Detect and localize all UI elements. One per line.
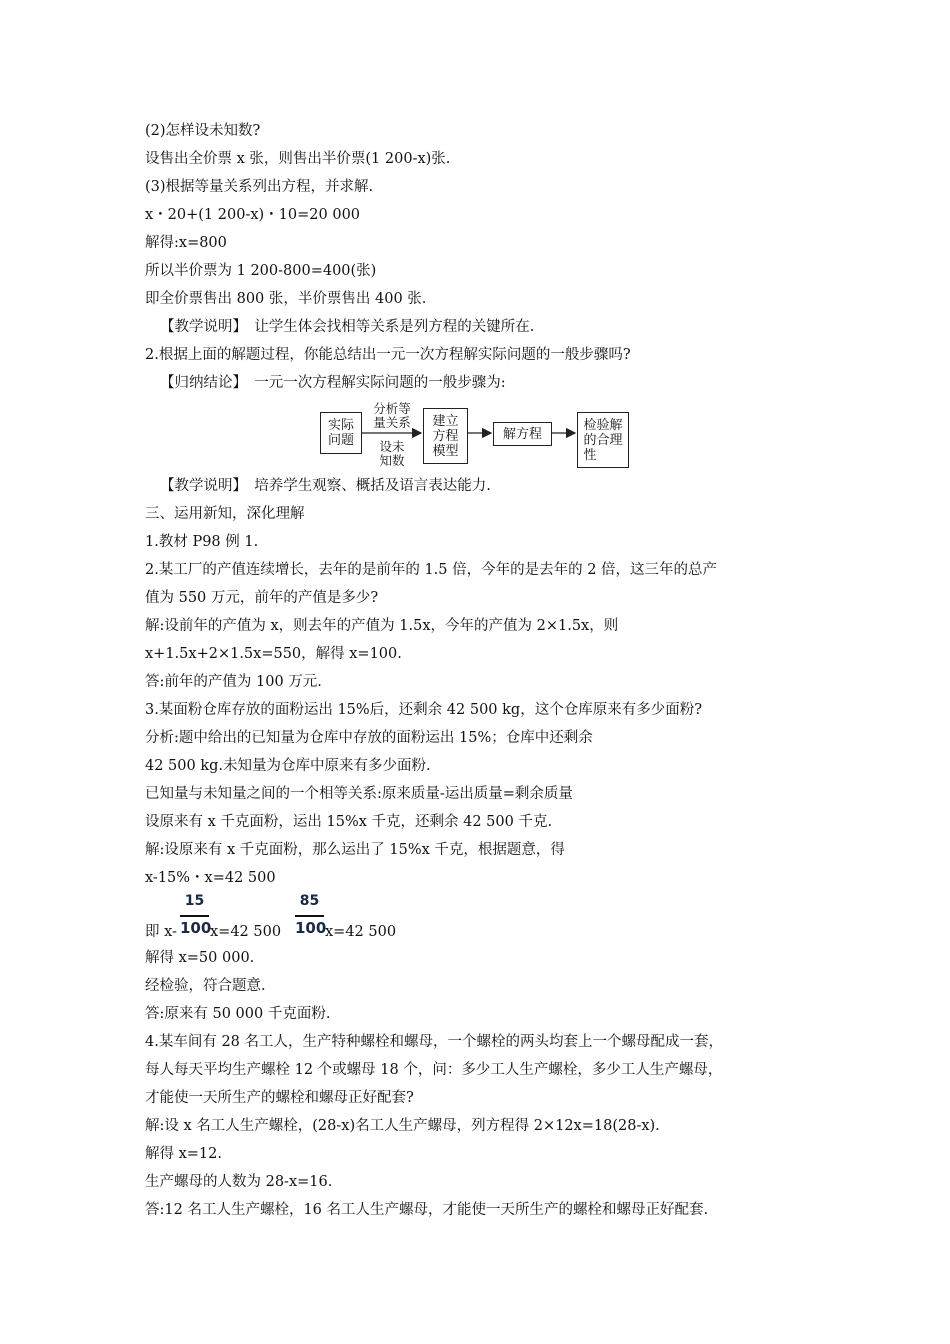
equation-line: x-15%・x=42 500 (145, 870, 276, 886)
answer-line: 答:12 名工人生产螺栓，16 名工人生产螺母，才能使一天所生产的螺栓和螺母正好配套. (145, 1202, 709, 1218)
question-line: 4.某车间有 28 名工人，生产特种螺栓和螺母，一个螺栓的两头均套上一个螺母配成一套， (145, 1034, 723, 1050)
text-line: (2)怎样设未知数? (145, 123, 261, 139)
answer-line: 答:前年的产值为 100 万元. (145, 674, 322, 690)
question-line: 2.某工厂的产值连续增长，去年的是前年的 1.5 倍，今年的是去年的 2 倍，这三年的总产 (145, 562, 718, 578)
solution-line: x+1.5x+2×1.5x=550，解得 x=100. (145, 646, 402, 662)
box-build-model: 建立 方程 模型 (423, 408, 468, 464)
fraction-suffix: x=42 500 (325, 924, 397, 940)
text-line: 1.教材 P98 例 1. (145, 534, 259, 550)
label-set-unknown: 设未 知数 (379, 439, 405, 468)
solution-line: 解得 x=12. (145, 1146, 222, 1162)
steps-flowchart (318, 402, 636, 476)
fraction-85-100: 85 100 (295, 893, 327, 937)
answer-line: 答:原来有 50 000 千克面粉. (145, 1006, 331, 1022)
equation-line: x・20+(1 200-x)・10=20 000 (145, 207, 361, 223)
label-analyze: 分析等 量关系 (373, 401, 411, 430)
teaching-note: 【教学说明】 培养学生观察、概括及语言表达能力. (160, 478, 491, 494)
fraction-mid: x=42 500 (210, 924, 282, 940)
solution-line: 解:设原来有 x 千克面粉，那么运出了 15%x 千克，根据题意，得 (145, 842, 565, 858)
solution-line: 解:设 x 名工人生产螺栓，(28-x)名工人生产螺母，列方程得 2×12x=18(28-x). (145, 1118, 660, 1134)
analysis-line: 已知量与未知量之间的一个相等关系:原来质量-运出质量=剩余质量 (145, 786, 573, 802)
text-line: 设原来有 x 千克面粉，运出 15%x 千克，还剩余 42 500 千克. (145, 814, 553, 830)
text-line: 所以半价票为 1 200-800=400(张) (145, 263, 377, 279)
text-line: 经检验，符合题意. (145, 978, 266, 994)
analysis-line: 分析:题中给出的已知量为仓库中存放的面粉运出 15%；仓库中还剩余 (145, 730, 593, 746)
fraction-15-100: 15 100 (180, 893, 212, 937)
conclusion-line: 【归纳结论】 一元一次方程解实际问题的一般步骤为: (160, 375, 506, 391)
text-line: 解得:x=800 (145, 235, 227, 251)
solution-line: 生产螺母的人数为 28-x=16. (145, 1174, 333, 1190)
solution-line: 解得 x=50 000. (145, 950, 255, 966)
box-check: 检验解 的合理 性 (577, 412, 629, 468)
text-line: 即全价票售出 800 张，半价票售出 400 张. (145, 291, 427, 307)
text-line: 设售出全价票 x 张，则售出半价票(1 200-x)张. (145, 151, 451, 167)
solution-line: 解:设前年的产值为 x，则去年的产值为 1.5x，今年的产值为 2×1.5x，则 (145, 618, 619, 634)
box-real-problem: 实际 问题 (320, 412, 362, 454)
question-line: 才能使一天所生产的螺栓和螺母正好配套? (145, 1090, 414, 1106)
question-line: 值为 550 万元，前年的产值是多少? (145, 590, 379, 606)
text-line: (3)根据等量关系列出方程，并求解. (145, 179, 374, 195)
fraction-prefix: 即 x- (145, 924, 177, 940)
box-solve: 解方程 (493, 422, 552, 446)
section-heading: 三、运用新知，深化理解 (145, 506, 305, 522)
teaching-note: 【教学说明】 让学生体会找相等关系是列方程的关键所在. (160, 319, 535, 335)
question-line: 每人每天平均生产螺栓 12 个或螺母 18 个，问：多少工人生产螺栓，多少工人生产螺母， (145, 1062, 723, 1078)
question-line: 2.根据上面的解题过程，你能总结出一元一次方程解实际问题的一般步骤吗? (145, 347, 631, 363)
question-line: 3.某面粉仓库存放的面粉运出 15%后，还剩余 42 500 kg，这个仓库原来有多少面粉? (145, 702, 702, 718)
analysis-line: 42 500 kg.未知量为仓库中原来有多少面粉. (145, 758, 431, 774)
